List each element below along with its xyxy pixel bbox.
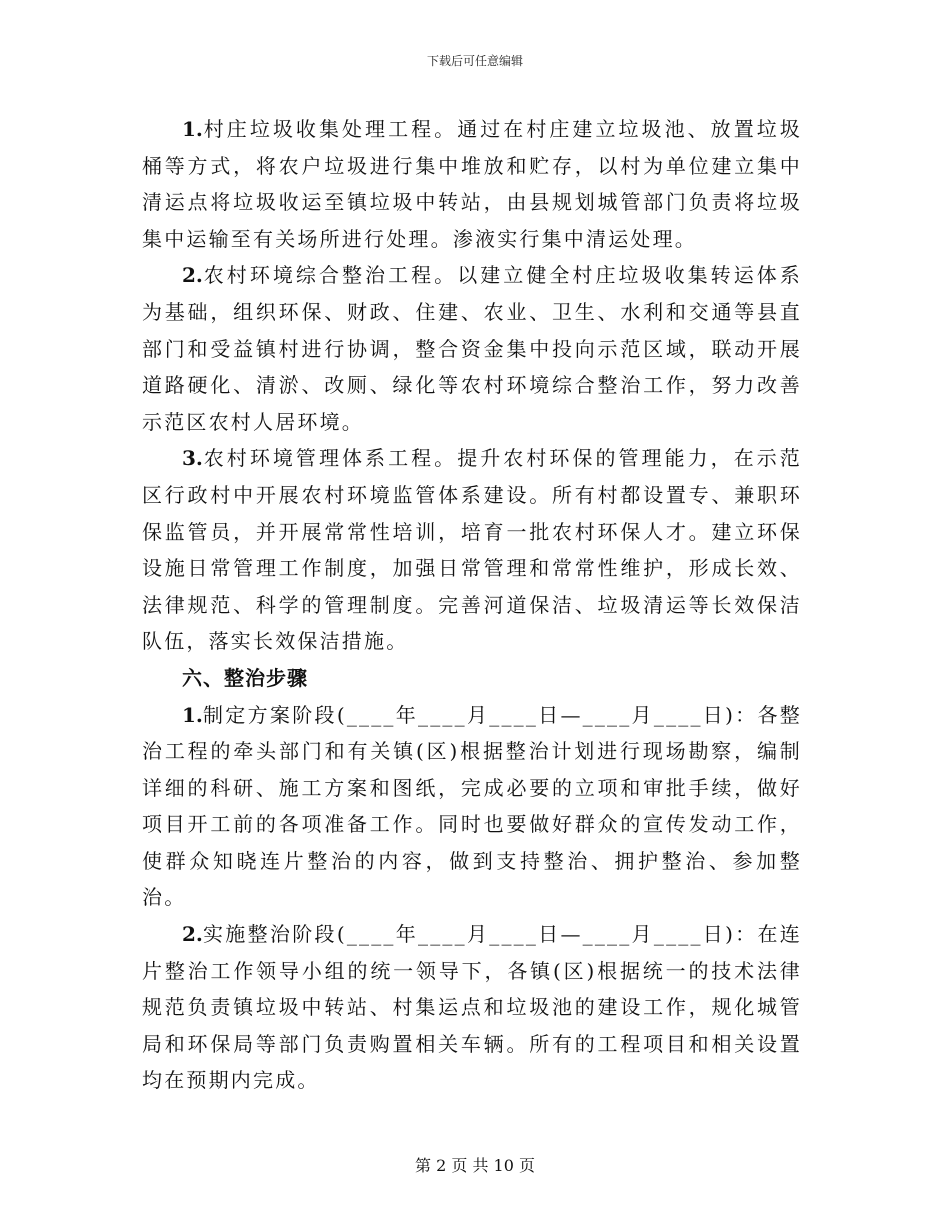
paragraph-text: 农村环境综合整治工程。以建立健全村庄垃圾收集转运体系为基础，组织环保、财政、住建、农业、卫生、水利和交通等县直部门和受益镇村进行协调，整合资金集中投向示范区域，联动开展道路硬化、清淤、改厕、绿化等农村环境综合整治工作，努力改善示范区农村人居环境。 xyxy=(142,263,802,434)
project-paragraph-1 xyxy=(142,111,802,257)
project-paragraph-3 xyxy=(142,440,802,660)
page-header: 下载后可任意编辑 xyxy=(426,54,523,68)
step-paragraph-2 xyxy=(142,916,802,1099)
paragraph-number: 1. xyxy=(182,117,203,141)
project-paragraph-2 xyxy=(142,257,802,440)
paragraph-number: 2. xyxy=(182,263,203,288)
page-number-footer: 第 2 页 共 10 页 xyxy=(415,1156,535,1175)
step-text: 实施整治阶段(____年____月____日—____月____日)：在连片整治工作领导小组的统一领导下，各镇(区)根据统一的技术法律规范负责镇垃圾中转站、村集运点和垃圾池的建设工作，规化城管局和环保局等部门负责购置相关车辆。所有的工程项目和相关设置均在预期内完成。 xyxy=(142,922,802,1093)
step-number: 2. xyxy=(182,922,203,947)
paragraph-number: 3. xyxy=(182,446,203,471)
step-number: 1. xyxy=(182,702,203,727)
step-text: 制定方案阶段(____年____月____日—____月____日)：各整治工程的牵头部门和有关镇(区)根据整治计划进行现场勘察，编制详细的科研、施工方案和图纸，完成必要的立项和审批手续，做好项目开工前的各项准备工作。同时也要做好群众的宣传发动工作，使群众知晓连片整治的内容，做到支持整治、拥护整治、参加整治。 xyxy=(142,702,802,910)
paragraph-text: 村庄垃圾收集处理工程。通过在村庄建立垃圾池、放置垃圾桶等方式，将农户垃圾进行集中堆放和贮存，以村为单位建立集中清运点将垃圾收运至镇垃圾中转站，由县规划城管部门负责将垃圾集中运输至有关场所进行处理。渗液实行集中清运处理。 xyxy=(142,117,802,251)
document-body xyxy=(142,111,802,1099)
step-paragraph-1 xyxy=(142,697,802,917)
paragraph-text: 农村环境管理体系工程。提升农村环保的管理能力，在示范区行政村中开展农村环境监管体系建设。所有村都设置专、兼职环保监管员，并开展常常性培训，培育一批农村环保人才。建立环保设施日常管理工作制度，加强日常管理和常常性维护，形成长效、法律规范、科学的管理制度。完善河道保洁、垃圾清运等长效保洁队伍，落实长效保洁措施。 xyxy=(142,446,802,654)
section-heading: 六、整治步骤 xyxy=(182,665,308,690)
